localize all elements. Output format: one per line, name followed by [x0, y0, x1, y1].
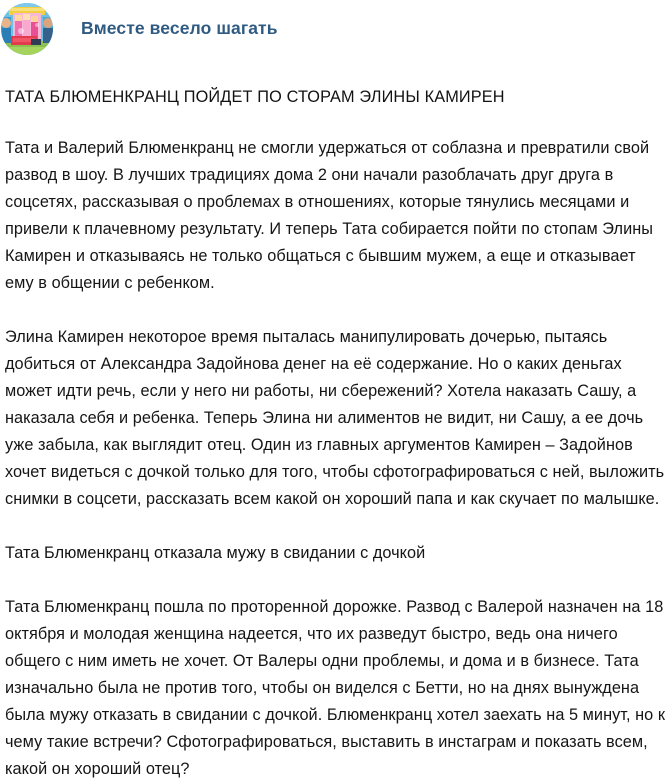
article-body — [0, 56, 670, 783]
post-headline: ТАТА БЛЮМЕНКРАНЦ ПОЙДЕТ ПО СТОРАМ ЭЛИНЫ КАМИРЕН — [5, 88, 505, 106]
post-subheading: Тата Блюменкранц отказала мужу в свидании с дочкой — [5, 544, 426, 562]
post-paragraph-1: Тата и Валерий Блюменкранц не смогли удержаться от соблазна и превратили свой развод в шоу. В лучших традициях дома 2 они начали разоблачать друг друга в соцсетях, рассказывая о проблемах в отношениях, которые тянулись месяцами и привели к плачевному результату. И теперь Тата собирается пойти по стопам Элины Камирен и отказываясь не только общаться с бывшим мужем, а еще и отказывает ему в общении с ребенком. — [5, 139, 654, 292]
community-header — [0, 0, 670, 56]
community-avatar[interactable] — [1, 3, 53, 55]
community-avatar-photo-icon — [1, 3, 53, 55]
community-name[interactable]: Вместе весело шагать — [81, 17, 278, 38]
post-paragraph-2: Элина Камирен некоторое время пыталась манипулировать дочерью, пытаясь добиться от Александра Задойнова денег на её содержание. Но о каких деньгах может идти речь, если у него ни работы, ни сбережений? Хотела наказать Сашу, а наказала себя и ребенка. Теперь Элина ни алиментов не видит, ни Сашу, а ее дочь уже забыла, как выглядит отец. Один из главных аргументов Камирен – Задойнов хочет видеться с дочкой только для того, чтобы сфотографироваться с ней, выложить снимки в соцсети, рассказать всем какой он хороший папа и как скучает по малышке. — [5, 328, 665, 508]
post-paragraph-3: Тата Блюменкранц пошла по проторенной дорожке. Развод с Валерой назначен на 18 октября и молодая женщина надеется, что их разведут быстро, ведь она ничего общего с ним иметь не хочет. От Валеры одни проблемы, и дома и в бизнесе. Тата изначально была не против того, чтобы он виделся с Бетти, но на днях вынуждена была мужу отказать в свидании с дочкой. Блюменкранц хотел заехать на 5 минут, но к чему такие встречи? Сфотографироваться, выставить в инстаграм и показать всем, какой он хороший отец? — [5, 598, 666, 778]
